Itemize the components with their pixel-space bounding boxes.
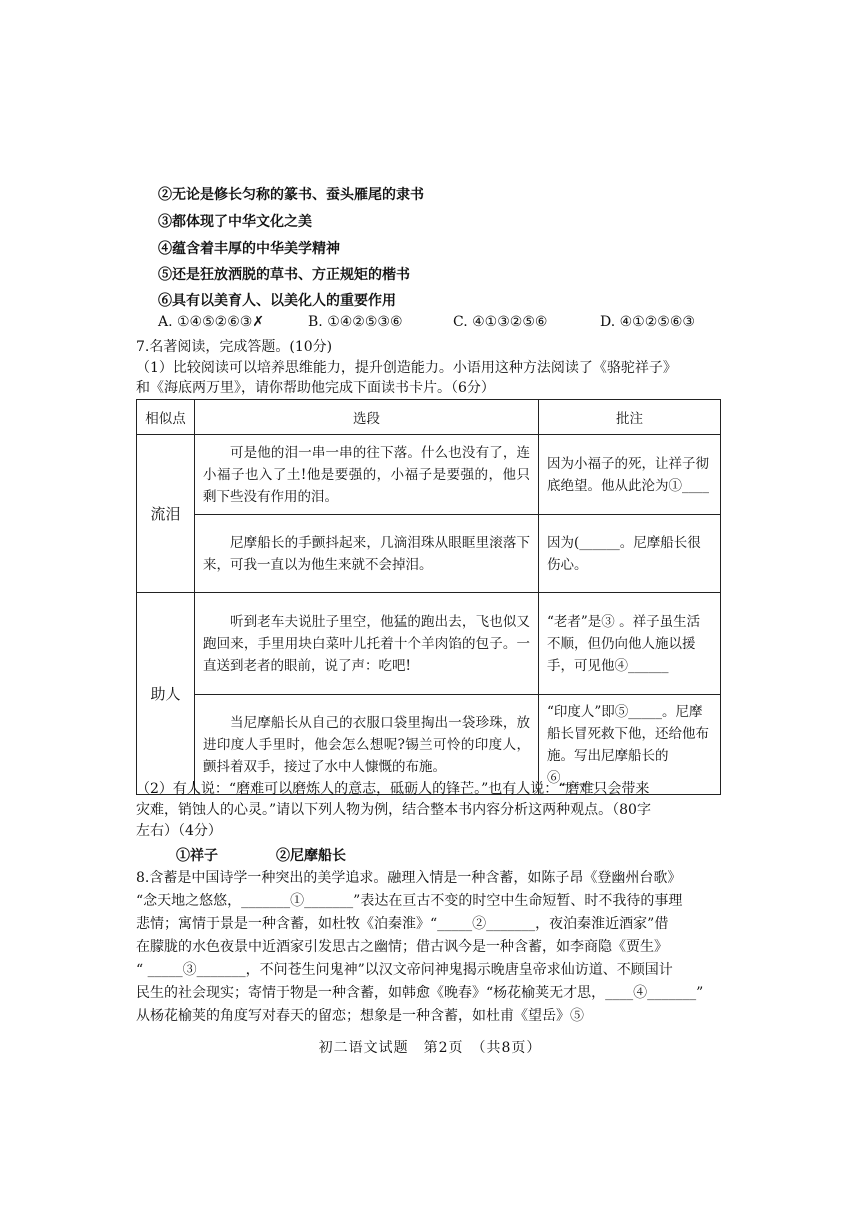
q7-part2-line1: （2）有人说：“磨难可以磨炼人的意志，砥砺人的锋芒。”也有人说：“磨难只会带来 xyxy=(136,781,650,797)
excerpt-nemo-help: 当尼摩船长从自己的衣服口袋里掏出一袋珍珠，放进印度人手里时，他会怎么想呢?锡兰可怜的印度人，颤抖着双手，接过了水中人慷慨的布施。 xyxy=(195,695,539,795)
q7-part2-line3: 左右）（4分） xyxy=(136,823,222,839)
statement-2: ②无论是修长匀称的篆书、蚕头雁尾的隶书 xyxy=(158,187,424,203)
annotation-5-6: “印度人”即⑤_____。尼摩船长冒死救下他，还给他布施。写出尼摩船长的⑥_____ xyxy=(539,695,721,795)
annotation-1: 因为小福子的死，让祥子彻底绝望。他从此沦为①____ xyxy=(539,435,721,515)
header-excerpt: 选段 xyxy=(195,400,539,435)
q8-line4: 在朦胧的水色夜景中近酒家引发思古之幽情；借古讽今是一种含蓄，如李商隐《贾生》 xyxy=(136,939,668,955)
q8-line2: “念天地之悠悠，_______①_______”表达在亘古不变的时空中生命短暂、时不我待的事理 xyxy=(136,893,683,909)
q8-line6: 民生的社会现实；寄情于物是一种含蓄，如韩愈《晚春》“杨花榆荚无才思，____④_______” xyxy=(136,985,704,1001)
person-nemo: ②尼摩船长 xyxy=(276,848,346,864)
annotation-2: 因为(______。尼摩船长很伤心。 xyxy=(539,515,721,593)
statement-5: ⑤还是狂放洒脱的草书、方正规矩的楷书 xyxy=(158,267,410,283)
option-d: D. ④①②⑤⑥③ xyxy=(600,314,695,330)
excerpt-nemo-tears: 尼摩船长的手颤抖起来，几滴泪珠从眼眶里滚落下来，可我一直以为他生来就不会掉泪。 xyxy=(195,515,539,593)
q7-title: 7.名著阅读，完成答题。(10分) xyxy=(136,339,333,355)
q8-line5: “ _____③_______，不问苍生问鬼神”以汉文帝问神鬼揭示晚唐皇帝求仙访道、不顾国计 xyxy=(136,962,673,978)
option-c: C. ④①③②⑤⑥ xyxy=(453,314,548,330)
table-row xyxy=(137,593,721,695)
header-similarity: 相似点 xyxy=(137,400,195,435)
similarity-tears: 流泪 xyxy=(137,435,195,593)
option-b: B. ①④②⑤③⑥ xyxy=(308,314,403,330)
statement-6: ⑥具有以美育人、以美化人的重要作用 xyxy=(158,293,396,309)
statement-3: ③都体现了中华文化之美 xyxy=(158,214,312,230)
q7-part1-line2: 和《海底两万里》，请你帮助他完成下面读书卡片。（6分） xyxy=(136,380,495,396)
statement-4: ④蕴含着丰厚的中华美学精神 xyxy=(158,241,340,257)
header-annotation: 批注 xyxy=(539,400,721,435)
page-footer: 初二语文试题 第2页 （共8页） xyxy=(318,1040,542,1056)
q8-line3: 悲情；寓情于景是一种含蓄，如杜牧《泊秦淮》“_____②_______，夜泊秦淮近酒家”借 xyxy=(136,916,669,932)
similarity-helping: 助人 xyxy=(137,593,195,795)
q7-part2-line2: 灾难，销蚀人的心灵。”请以下列人物为例，结合整本书内容分析这两种观点。（80字 xyxy=(136,802,651,818)
table-row xyxy=(137,435,721,515)
option-a: A. ①④⑤②⑥③✗ xyxy=(158,314,265,330)
q8-line7: 从杨花榆荚的角度写对春天的留恋；想象是一种含蓄，如杜甫《望岳》⑤ xyxy=(136,1008,584,1024)
table-row xyxy=(137,515,721,593)
excerpt-xiangzi-tears: 可是他的泪一串一串的往下落。什么也没有了，连小福子也入了土!他是要强的，小福子是要强的，他只剩下些没有作用的泪。 xyxy=(195,435,539,515)
person-xiangzi: ①祥子 xyxy=(176,848,218,864)
q8-line1: 8.含蓄是中国诗学一种突出的美学追求。融理入情是一种含蓄，如陈子昂《登幽州台歌》 xyxy=(136,870,682,886)
annotation-3-4: “老者”是③ 。祥子虽生活不顺，但仍向他人施以援手，可见他④______ xyxy=(539,593,721,695)
q7-part1-line1: （1）比较阅读可以培养思维能力，提升创造能力。小语用这种方法阅读了《骆驼祥子》 xyxy=(136,360,677,376)
reading-card-table xyxy=(136,399,721,795)
excerpt-xiangzi-help: 听到老车夫说肚子里空，他猛的跑出去，飞也似又跑回来，手里用块白菜叶儿托着十个羊肉馅的包子。一直送到老者的眼前，说了声：吃吧! xyxy=(195,593,539,695)
